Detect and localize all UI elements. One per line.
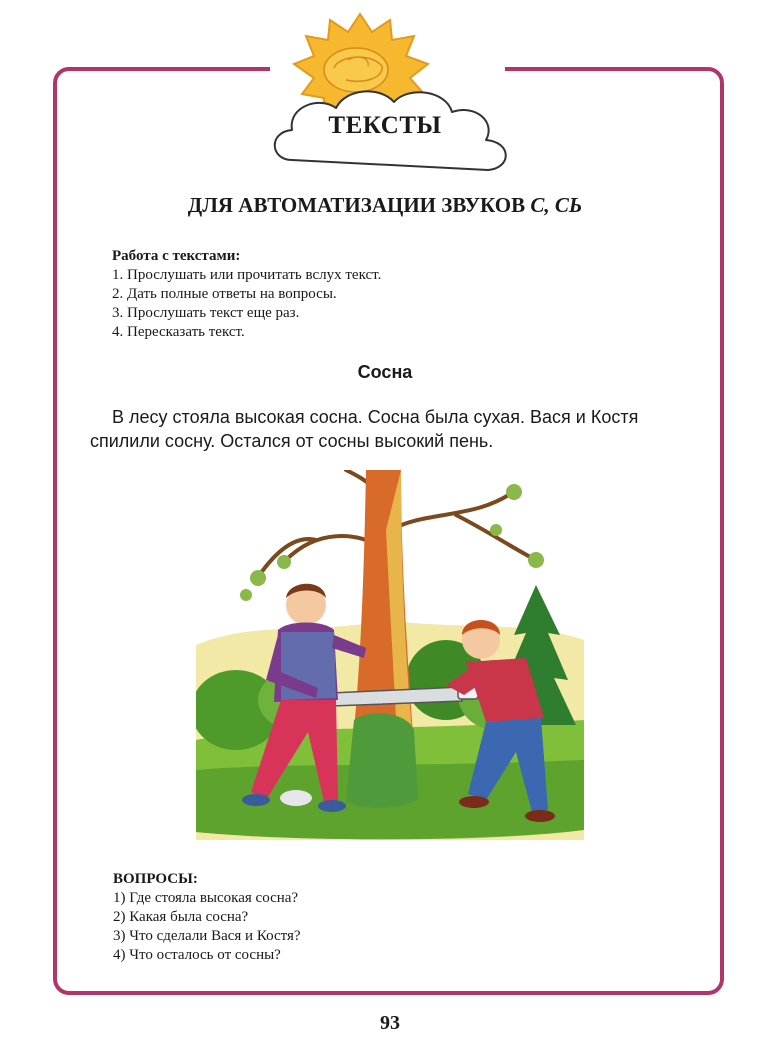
sun-cloud-decoration	[0, 0, 771, 200]
instruction-item: 3. Прослушать текст еще раз.	[112, 305, 300, 321]
subtitle-prefix: ДЛЯ АВТОМАТИЗАЦИИ ЗВУКОВ	[187, 193, 526, 217]
question-item: 1) Где стояла высокая сосна?	[113, 890, 299, 906]
question-item: 2) Какая была сосна?	[113, 909, 249, 925]
question-item: 3) Что сделали Вася и Костя?	[113, 928, 301, 944]
story-title: Сосна	[357, 362, 413, 382]
banner-title: ТЕКСТЫ	[328, 112, 442, 139]
question-item: 4) Что осталось от сосны?	[113, 947, 281, 963]
page-subtitle	[60, 193, 710, 218]
instruction-item: 4. Пересказать текст.	[112, 324, 245, 340]
instruction-item: 2. Дать полные ответы на вопросы.	[112, 286, 337, 302]
instruction-item: 1. Прослушать или прочитать вслух текст.	[112, 267, 382, 283]
story-text: В лесу стояла высокая сосна. Сосна была сухая. Вася и Костя спилили сосну. Остался от сосны высокий пень.	[90, 407, 639, 451]
page-number: 93	[380, 1012, 400, 1034]
questions-title: ВОПРОСЫ:	[113, 871, 198, 887]
instructions-block	[112, 247, 632, 342]
subtitle-sounds: С, СЬ	[530, 193, 583, 217]
instructions-title: Работа с текстами:	[112, 248, 241, 264]
questions-block	[113, 870, 633, 965]
illustration-boys-sawing-tree	[196, 470, 584, 850]
